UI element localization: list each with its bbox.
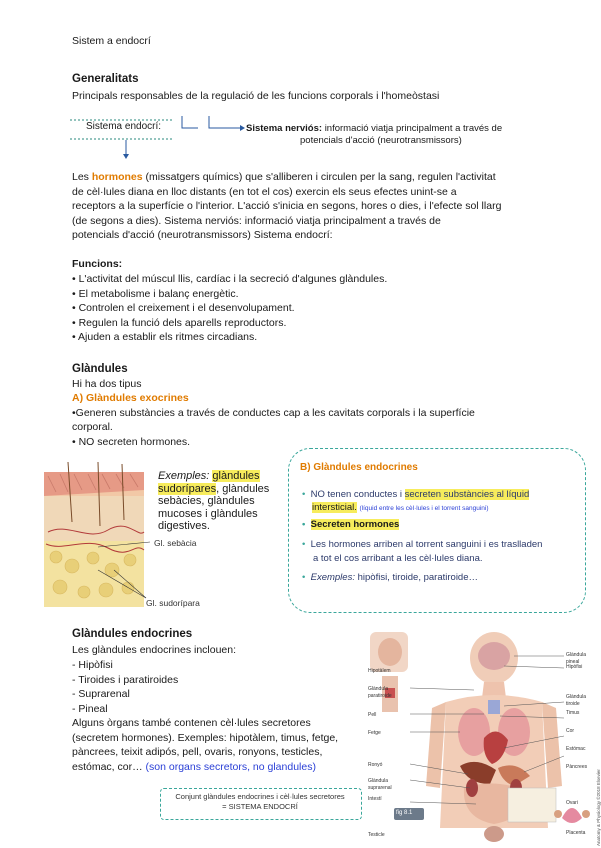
label-placenta: Placenta [566,830,586,836]
label-fetge: Fetge [368,730,381,736]
label-gl-sebacia: Gl. sebàcia [154,538,197,548]
examples-rest-2: sebàcies, glàndules [158,495,255,507]
nervios-text-1: informació viatja principalment a través de [324,123,503,134]
endocri-label: Sistema endocrí: [86,121,162,132]
endocrines-bullet-1: • NO tenen conductes i secreten substàncies al líquid [302,489,530,500]
label-pineal: Glàndula pineal [566,652,587,665]
label-cor: Cor [566,728,575,734]
bullet1-highlight-2: intersticial. [312,502,357,513]
endocrines-last-line-note: (son organs secretors, no glandules) [145,760,316,773]
funcio-item-5: • Ajuden a establir els ritmes circadians. [72,331,258,343]
label-hipotalem: Hipotàlem [368,668,391,674]
exocrines-line-1: •Generen substàncies a través de conductes cap a les cavitats corporals i la superfície [72,406,475,419]
bullet1-note: (líquid entre les cèl·lules i el torrent sanguini) [359,505,489,512]
examples-highlight-2: sudorípares [158,482,217,495]
bullet1-pre: NO tenen conductes i [310,489,402,500]
para-line-0: (missatgers químics) que s'alliberen i circulen per la sang, regulen l'activitat [145,171,496,183]
endocrines-last-line: estómac, cor… [72,760,143,773]
label-intesti: Intestí [368,796,382,802]
bullet4-text: hipòfisi, tiroide, paratiroide… [357,572,479,583]
figure-credit: Anatomy & Physiology ©2018 Elsevier [596,769,601,846]
bullet3-line-2: a tot el cos arribant a les cèl·lules diana. [313,553,483,564]
endocrines-line-3: pàncrees, teixit adipós, pell, ovaris, ronyons, testicles, [72,746,323,758]
endocrine-item-1: - Hipòfisi [72,659,113,671]
section-heading-glandules: Glàndules [72,363,128,375]
funcio-item-3: • Controlen el creixement i el desenvolupament. [72,302,295,314]
examples-highlight-1: glàndules [212,470,260,482]
label-paratiroide: Glàndula paratiroide [368,686,392,699]
section-heading-generalitats: Generalitats [72,73,139,85]
endocrines-box-title: B) Glàndules endocrines [300,462,418,473]
para-line-3: (de segons a dies). Sistema nerviós: informació viatja principalment a través de [72,214,441,227]
label-hipofisi: Hipòfisi [566,664,583,670]
label-timus: Timus [566,710,580,716]
endocrines-intro: Les glàndules endocrines inclouen: [72,644,237,656]
para-line-2: receptors a la superfície o l'interior. L'acció s'inicia en segons, hores o dies, i l'efecte sol llarg [72,200,502,212]
para-line-1: de cèl·lules diana en lloc distants (en tot el cos) exercin els seus efectes unint-se a [72,185,457,198]
bullet2-highlight: Secreten hormones [310,519,400,530]
label-rony: Ronyó [368,762,383,768]
document-title: Sistem a endocrí [72,35,151,47]
endocrines-bullet-4: • Exemples: hipòfisi, tiroide, paratiroide… [302,572,479,583]
endocrine-item-3: - Suprarenal [72,688,130,700]
nervios-text-2: potencials d'acció (neurotransmissors) [300,135,462,146]
section-heading-glandules-endocrines: Glàndules endocrines [72,628,193,640]
label-pancrees: Pàncrees [566,764,588,770]
examples-rest-4: digestives. [158,520,210,532]
skin-gland-illustration [38,462,158,612]
endocrines-line-4 [72,760,316,775]
summary-line-2: = SISTEMA ENDOCRÍ [222,802,298,811]
nervios-label: Sistema nerviós: [246,123,323,134]
exocrines-title: A) Glàndules exocrines [72,392,189,404]
generalitats-subtitle: Principals responsables de la regulació de les funcions corporals i l'homeòstasi [72,90,440,102]
endocrines-bullet-1-cont [312,502,489,513]
funcio-item-1: • L'activitat del múscul llis, cardíac i la secreció d'algunes glàndules. [72,273,388,285]
bullet4-label: Exemples: [310,572,355,583]
endocrine-item-2: - Tiroides i paratiroides [72,673,179,686]
bullet1-highlight: secreten substàncies al líquid [404,489,530,500]
para-lead: Les [72,171,89,183]
exocrines-line-2: corporal. [72,421,113,433]
endocrine-item-4: - Pineal [72,702,108,715]
summary-line-1: Conjunt glàndules endocrines i cèl·lules secretores [175,792,345,801]
exocrine-examples [158,470,269,533]
section-heading-funcions: Funcions: [72,258,123,270]
label-estomac: Estómac [566,746,586,752]
endocrines-line-2: (secretem hormones). Exemples: hipotàlem, timus, fetge, [72,731,339,744]
summary-box-text [160,792,360,812]
label-tiroide: Glàndula tiroide [566,694,587,707]
endocrines-bullet-3: • Les hormones arriben al torrent sanguini i es traslladen a tot el cos arribant a les cèl·lules diana. [302,539,543,564]
label-ovari: Ovari [566,800,578,806]
hormones-keyword: hormones [91,171,143,183]
bullet3-line-1: Les hormones arriben al torrent sanguini i es traslladen [310,539,543,550]
para-line-4: potencials d'acció (neurotransmissors) Sistema endocrí: [72,229,333,241]
funcio-item-2: • El metabolisme i balanç energètic. [72,287,239,300]
funcio-item-4: • Regulen la funció dels aparells reproductors. [72,316,287,329]
label-testicle: Testicle [368,832,385,838]
label-suprarenal: Glàndula suprarenal [368,778,392,791]
glandules-intro: Hi ha dos tipus [72,378,142,390]
examples-rest-1: , glàndules [216,482,270,495]
examples-rest-3: mucoses i glàndules [158,507,258,520]
label-pell: Pell [368,712,377,718]
nervios-description [246,122,502,135]
body-figure-label: fig 8.1 [396,810,413,816]
label-gl-sudoripara: Gl. sudorípara [146,598,200,608]
exocrines-line-3: • NO secreten hormones. [72,435,191,448]
endocrines-bullet-2: • Secreten hormones [302,519,400,530]
examples-label: Exemples: [158,470,210,482]
hormones-paragraph-line-1 [72,170,496,185]
endocrines-line-1: Alguns òrgans també contenen cèl·lules secretores [72,717,311,729]
